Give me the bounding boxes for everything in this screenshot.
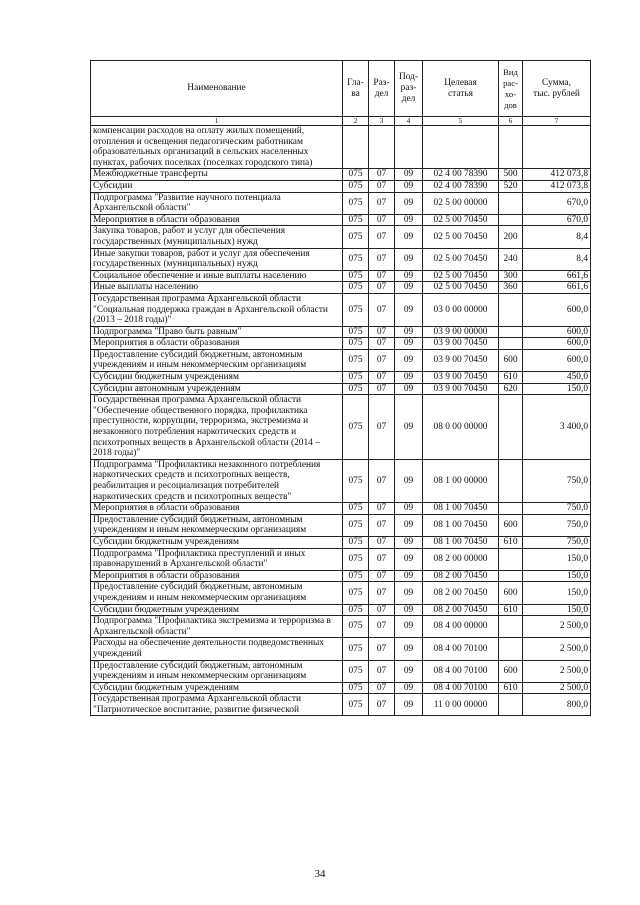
table-row: [91, 282, 591, 294]
section-cell: 07: [369, 459, 395, 502]
expense-type-cell: 600: [499, 582, 523, 604]
row-name-cell: Подпрограмма "Профилактика преступлений и иных правонарушений в Архангельской области": [91, 548, 343, 570]
target-article-cell: 02 4 00 78390: [423, 169, 499, 181]
expense-type-cell: 200: [499, 226, 523, 248]
expense-type-cell: [499, 503, 523, 515]
header-section: Раз- дел: [369, 61, 395, 117]
row-name-cell: Субсидии автономным учреждениям: [91, 383, 343, 395]
amount-cell: 750,0: [523, 459, 591, 502]
section-cell: 07: [369, 694, 395, 716]
row-name-cell: Предоставление субсидий бюджетным, автономным учреждениям и иным некоммерческим организациям: [91, 349, 343, 371]
table-row: [91, 638, 591, 660]
header-target-article: Целевая статья: [423, 61, 499, 117]
section-cell: 07: [369, 226, 395, 248]
section-cell: 07: [369, 514, 395, 536]
chapter-cell: 075: [343, 682, 369, 694]
row-name-cell: Социальное обеспечение и иные выплаты населению: [91, 270, 343, 282]
row-name-cell: Государственная программа Архангельской области "Патриотическое воспитание, развитие физической: [91, 694, 343, 716]
target-article-cell: 02 5 00 70450: [423, 226, 499, 248]
amount-cell: [523, 126, 591, 169]
chapter-cell: 075: [343, 514, 369, 536]
amount-cell: 800,0: [523, 694, 591, 716]
row-name-cell: Предоставление субсидий бюджетным, автономным учреждениям и иным некоммерческим организациям: [91, 582, 343, 604]
table-row: [91, 660, 591, 682]
row-name-cell: Субсидии: [91, 180, 343, 192]
amount-cell: 150,0: [523, 582, 591, 604]
subsection-cell: 09: [395, 338, 423, 350]
section-cell: 07: [369, 326, 395, 338]
subsection-cell: 09: [395, 395, 423, 460]
target-article-cell: 08 1 00 70450: [423, 536, 499, 548]
expense-type-cell: 600: [499, 349, 523, 371]
amount-cell: 8,4: [523, 248, 591, 270]
row-name-cell: Мероприятия в области образования: [91, 570, 343, 582]
column-number: 3: [369, 117, 395, 126]
expense-type-cell: 600: [499, 660, 523, 682]
header-expense-type: Вид рас- хо- дов: [499, 61, 523, 117]
row-name-cell: Подпрограмма "Профилактика экстремизма и терроризма в Архангельской области": [91, 616, 343, 638]
section-cell: 07: [369, 214, 395, 226]
row-name-cell: Мероприятия в области образования: [91, 503, 343, 515]
page-number: 34: [314, 868, 326, 880]
chapter-cell: 075: [343, 180, 369, 192]
subsection-cell: 09: [395, 694, 423, 716]
subsection-cell: 09: [395, 349, 423, 371]
column-number: 4: [395, 117, 423, 126]
table-row: [91, 536, 591, 548]
expense-type-cell: [499, 638, 523, 660]
header-name: Наименование: [91, 61, 343, 117]
target-article-cell: 08 2 00 70450: [423, 582, 499, 604]
table-row: [91, 326, 591, 338]
subsection-cell: 09: [395, 293, 423, 326]
chapter-cell: 075: [343, 293, 369, 326]
subsection-cell: 09: [395, 582, 423, 604]
chapter-cell: 075: [343, 459, 369, 502]
subsection-cell: 09: [395, 248, 423, 270]
chapter-cell: 075: [343, 660, 369, 682]
row-name-cell: Государственная программа Архангельской области "Социальная поддержка граждан в Архангельской области (2013 – 2018 годы)": [91, 293, 343, 326]
subsection-cell: 09: [395, 459, 423, 502]
expense-type-cell: [499, 192, 523, 214]
row-name-cell: Субсидии бюджетным учреждениям: [91, 682, 343, 694]
chapter-cell: 075: [343, 694, 369, 716]
section-cell: 07: [369, 570, 395, 582]
amount-cell: 600,0: [523, 338, 591, 350]
section-cell: [369, 126, 395, 169]
table-row: [91, 214, 591, 226]
target-article-cell: [423, 126, 499, 169]
amount-cell: 412 073,8: [523, 169, 591, 181]
section-cell: 07: [369, 616, 395, 638]
column-number: 1: [91, 117, 343, 126]
header-amount: Сумма, тыс. рублей: [523, 61, 591, 117]
amount-cell: 150,0: [523, 570, 591, 582]
table-row: [91, 248, 591, 270]
amount-cell: 670,0: [523, 214, 591, 226]
table-row: [91, 514, 591, 536]
table-row: [91, 192, 591, 214]
chapter-cell: 075: [343, 372, 369, 384]
row-name-cell: Субсидии бюджетным учреждениям: [91, 604, 343, 616]
subsection-cell: 09: [395, 682, 423, 694]
chapter-cell: 075: [343, 616, 369, 638]
subsection-cell: 09: [395, 192, 423, 214]
expense-type-cell: [499, 694, 523, 716]
chapter-cell: 075: [343, 192, 369, 214]
chapter-cell: 075: [343, 503, 369, 515]
table-row: [91, 270, 591, 282]
section-cell: 07: [369, 338, 395, 350]
row-name-cell: Иные закупки товаров, работ и услуг для обеспечения государственных (муниципальных) нужд: [91, 248, 343, 270]
target-article-cell: 02 4 00 78390: [423, 180, 499, 192]
subsection-cell: 09: [395, 169, 423, 181]
amount-cell: 661,6: [523, 270, 591, 282]
expense-type-cell: [499, 126, 523, 169]
row-name-cell: Мероприятия в области образования: [91, 338, 343, 350]
expense-type-cell: [499, 293, 523, 326]
expense-type-cell: [499, 548, 523, 570]
section-cell: 07: [369, 548, 395, 570]
table-row: [91, 616, 591, 638]
target-article-cell: 03 9 00 00000: [423, 326, 499, 338]
table-row: [91, 349, 591, 371]
expense-type-cell: 240: [499, 248, 523, 270]
table-row: [91, 694, 591, 716]
section-cell: 07: [369, 282, 395, 294]
subsection-cell: 09: [395, 270, 423, 282]
table-row: [91, 582, 591, 604]
expense-type-cell: 610: [499, 604, 523, 616]
chapter-cell: 075: [343, 604, 369, 616]
row-name-cell: компенсации расходов на оплату жилых помещений, отопления и освещения педагогическим работникам образовательных организаций в сельских населенных пунктах, рабочих поселках (поселках городского типа): [91, 126, 343, 169]
amount-cell: 150,0: [523, 383, 591, 395]
section-cell: 07: [369, 169, 395, 181]
table-row: [91, 383, 591, 395]
section-cell: 07: [369, 582, 395, 604]
section-cell: 07: [369, 604, 395, 616]
target-article-cell: 02 5 00 00000: [423, 192, 499, 214]
target-article-cell: 08 2 00 00000: [423, 548, 499, 570]
subsection-cell: 09: [395, 536, 423, 548]
chapter-cell: 075: [343, 338, 369, 350]
row-name-cell: Мероприятия в области образования: [91, 214, 343, 226]
subsection-cell: 09: [395, 226, 423, 248]
amount-cell: 600,0: [523, 349, 591, 371]
section-cell: 07: [369, 180, 395, 192]
section-cell: 07: [369, 383, 395, 395]
row-name-cell: Подпрограмма "Развитие научного потенциала Архангельской области": [91, 192, 343, 214]
subsection-cell: 09: [395, 372, 423, 384]
row-name-cell: Предоставление субсидий бюджетным, автономным учреждениям и иным некоммерческим организациям: [91, 660, 343, 682]
expense-type-cell: 360: [499, 282, 523, 294]
subsection-cell: 09: [395, 638, 423, 660]
target-article-cell: 08 2 00 70450: [423, 604, 499, 616]
target-article-cell: 03 9 00 70450: [423, 372, 499, 384]
subsection-cell: 09: [395, 570, 423, 582]
section-cell: 07: [369, 293, 395, 326]
subsection-cell: 09: [395, 503, 423, 515]
expense-type-cell: [499, 395, 523, 460]
chapter-cell: [343, 126, 369, 169]
target-article-cell: 08 1 00 70450: [423, 514, 499, 536]
amount-cell: 750,0: [523, 514, 591, 536]
section-cell: 07: [369, 660, 395, 682]
table-row: [91, 570, 591, 582]
expense-type-cell: 620: [499, 383, 523, 395]
target-article-cell: 03 9 00 70450: [423, 383, 499, 395]
chapter-cell: 075: [343, 570, 369, 582]
subsection-cell: 09: [395, 514, 423, 536]
amount-cell: 2 500,0: [523, 660, 591, 682]
expense-type-cell: 520: [499, 180, 523, 192]
section-cell: 07: [369, 372, 395, 384]
header-subsection: Под- раз- дел: [395, 61, 423, 117]
section-cell: 07: [369, 638, 395, 660]
amount-cell: 2 500,0: [523, 616, 591, 638]
header-chapter: Гла- ва: [343, 61, 369, 117]
amount-cell: 600,0: [523, 293, 591, 326]
amount-cell: 670,0: [523, 192, 591, 214]
table-row: [91, 604, 591, 616]
subsection-cell: 09: [395, 616, 423, 638]
table-row: [91, 395, 591, 460]
table-row: [91, 169, 591, 181]
chapter-cell: 075: [343, 582, 369, 604]
chapter-cell: 075: [343, 383, 369, 395]
expense-type-cell: [499, 326, 523, 338]
amount-cell: 2 500,0: [523, 638, 591, 660]
header-row: [91, 61, 591, 117]
section-cell: 07: [369, 248, 395, 270]
expense-type-cell: 610: [499, 682, 523, 694]
expense-type-cell: [499, 338, 523, 350]
row-name-cell: Субсидии бюджетным учреждениям: [91, 536, 343, 548]
section-cell: 07: [369, 682, 395, 694]
table-row: [91, 548, 591, 570]
amount-cell: 750,0: [523, 503, 591, 515]
expense-type-cell: [499, 616, 523, 638]
column-number: 7: [523, 117, 591, 126]
amount-cell: 412 073,8: [523, 180, 591, 192]
chapter-cell: 075: [343, 536, 369, 548]
amount-cell: 450,0: [523, 372, 591, 384]
chapter-cell: 075: [343, 214, 369, 226]
row-name-cell: Предоставление субсидий бюджетным, автономным учреждениям и иным некоммерческим организациям: [91, 514, 343, 536]
subsection-cell: 09: [395, 282, 423, 294]
row-name-cell: Подпрограмма "Право быть равным": [91, 326, 343, 338]
section-cell: 07: [369, 395, 395, 460]
amount-cell: 750,0: [523, 536, 591, 548]
table-row: [91, 126, 591, 169]
table-row: [91, 293, 591, 326]
table-row: [91, 338, 591, 350]
target-article-cell: 02 5 00 70450: [423, 214, 499, 226]
target-article-cell: 08 4 00 00000: [423, 616, 499, 638]
column-number: 6: [499, 117, 523, 126]
target-article-cell: 08 4 00 70100: [423, 638, 499, 660]
column-number-row: [91, 117, 591, 126]
chapter-cell: 075: [343, 226, 369, 248]
chapter-cell: 075: [343, 349, 369, 371]
column-number: 2: [343, 117, 369, 126]
target-article-cell: 02 5 00 70450: [423, 248, 499, 270]
section-cell: 07: [369, 536, 395, 548]
chapter-cell: 075: [343, 326, 369, 338]
subsection-cell: 09: [395, 604, 423, 616]
chapter-cell: 075: [343, 169, 369, 181]
target-article-cell: 03 9 00 70450: [423, 338, 499, 350]
table-row: [91, 226, 591, 248]
target-article-cell: 02 5 00 70450: [423, 270, 499, 282]
expense-type-cell: [499, 570, 523, 582]
table-row: [91, 180, 591, 192]
amount-cell: 2 500,0: [523, 682, 591, 694]
section-cell: 07: [369, 270, 395, 282]
expense-type-cell: 600: [499, 514, 523, 536]
target-article-cell: 11 0 00 00000: [423, 694, 499, 716]
section-cell: 07: [369, 503, 395, 515]
amount-cell: 600,0: [523, 326, 591, 338]
amount-cell: 8,4: [523, 226, 591, 248]
expense-type-cell: 610: [499, 372, 523, 384]
target-article-cell: 03 0 00 00000: [423, 293, 499, 326]
amount-cell: 661,6: [523, 282, 591, 294]
subsection-cell: 09: [395, 548, 423, 570]
target-article-cell: 08 1 00 00000: [423, 459, 499, 502]
target-article-cell: 08 4 00 70100: [423, 682, 499, 694]
row-name-cell: Иные выплаты населению: [91, 282, 343, 294]
chapter-cell: 075: [343, 395, 369, 460]
target-article-cell: 02 5 00 70450: [423, 282, 499, 294]
table-row: [91, 503, 591, 515]
expense-type-cell: 500: [499, 169, 523, 181]
subsection-cell: 09: [395, 383, 423, 395]
section-cell: 07: [369, 192, 395, 214]
row-name-cell: Субсидии бюджетным учреждениям: [91, 372, 343, 384]
chapter-cell: 075: [343, 282, 369, 294]
target-article-cell: 08 2 00 70450: [423, 570, 499, 582]
row-name-cell: Подпрограмма "Профилактика незаконного потребления наркотических средств и психотропных веществ, реабилитация и ресоциализация потребителей наркотических средств и психотропных веществ": [91, 459, 343, 502]
expense-type-cell: 610: [499, 536, 523, 548]
row-name-cell: Межбюджетные трансферты: [91, 169, 343, 181]
table-row: [91, 459, 591, 502]
section-cell: 07: [369, 349, 395, 371]
expense-type-cell: [499, 214, 523, 226]
target-article-cell: 03 9 00 70450: [423, 349, 499, 371]
row-name-cell: Расходы на обеспечение деятельности подведомственных учреждений: [91, 638, 343, 660]
amount-cell: 3 400,0: [523, 395, 591, 460]
chapter-cell: 075: [343, 270, 369, 282]
subsection-cell: 09: [395, 214, 423, 226]
subsection-cell: 09: [395, 180, 423, 192]
chapter-cell: 075: [343, 248, 369, 270]
amount-cell: 150,0: [523, 604, 591, 616]
subsection-cell: 09: [395, 660, 423, 682]
target-article-cell: 08 0 00 00000: [423, 395, 499, 460]
row-name-cell: Государственная программа Архангельской области "Обеспечение общественного порядка, профилактика преступности, коррупции, терроризма, экстремизма и незаконного потребления наркотических средств и психотропных веществ в Архангельской области (2014 – 2018 годы)": [91, 395, 343, 460]
target-article-cell: 08 1 00 70450: [423, 503, 499, 515]
subsection-cell: [395, 126, 423, 169]
table-row: [91, 682, 591, 694]
subsection-cell: 09: [395, 326, 423, 338]
column-number: 5: [423, 117, 499, 126]
target-article-cell: 08 4 00 70100: [423, 660, 499, 682]
table-body: [91, 126, 591, 716]
amount-cell: 150,0: [523, 548, 591, 570]
chapter-cell: 075: [343, 638, 369, 660]
budget-table: [90, 60, 591, 716]
expense-type-cell: 300: [499, 270, 523, 282]
row-name-cell: Закупка товаров, работ и услуг для обеспечения государственных (муниципальных) нужд: [91, 226, 343, 248]
expense-type-cell: [499, 459, 523, 502]
table-row: [91, 372, 591, 384]
chapter-cell: 075: [343, 548, 369, 570]
